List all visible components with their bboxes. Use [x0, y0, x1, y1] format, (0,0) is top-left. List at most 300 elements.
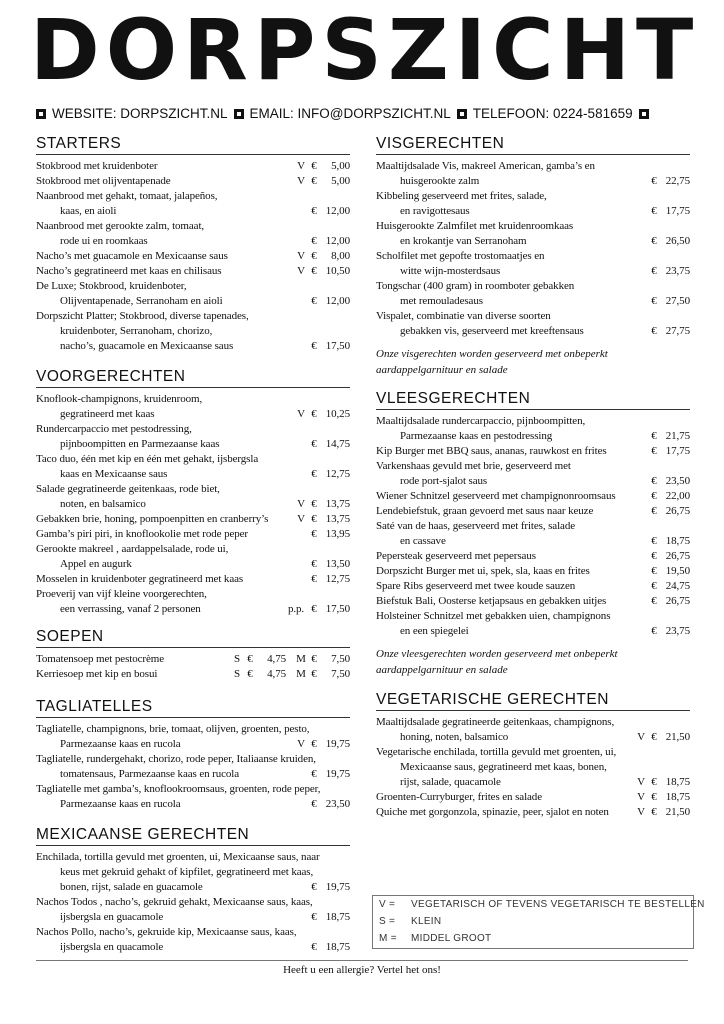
item-row — [36, 437, 350, 452]
item-row — [36, 737, 350, 752]
item-description: Parmezaanse kaas en rucola — [60, 738, 181, 750]
menu-item — [36, 249, 350, 264]
item-price: 19,75 — [325, 881, 350, 893]
item-description: Tongschar (400 gram) in roomboter gebakken — [376, 280, 575, 292]
item-price: 18,75 — [665, 791, 690, 803]
currency-sign: € — [651, 776, 657, 788]
item-description: Kibbeling geserveerd met frites, salade, — [376, 190, 547, 202]
item-row — [376, 579, 690, 594]
section-heading: STARTERS — [36, 134, 350, 155]
item-description: Nacho’s gegratineerd met kaas en chilisaus — [36, 265, 222, 277]
item-description: Parmezaanse kaas en rucola — [60, 798, 181, 810]
size-small: S — [233, 668, 241, 680]
currency-sign: € — [311, 653, 317, 665]
item-row — [36, 557, 350, 572]
vegetarian-mark: V — [297, 265, 305, 277]
menu-item — [376, 159, 690, 189]
currency-sign: € — [651, 265, 657, 277]
menu-item — [36, 392, 350, 422]
item-description: pijnboompitten en Parmezaanse kaas — [60, 438, 220, 450]
contact-bar — [36, 106, 696, 121]
currency-sign: € — [311, 295, 317, 307]
item-description: Proeverij van vijf kleine voorgerechten, — [36, 588, 207, 600]
currency-sign: € — [651, 445, 657, 457]
item-price: 18,75 — [325, 911, 350, 923]
restaurant-logo-title: DORPSZICHT — [30, 1, 700, 99]
item-row — [36, 527, 350, 542]
menu-item — [36, 667, 350, 682]
section-heading: VISGERECHTEN — [376, 134, 690, 155]
item-price: 5,00 — [331, 160, 350, 172]
item-description: noten, en balsamico — [60, 498, 146, 510]
item-description: Lendebiefstuk, graan gevoerd met saus naar keuze — [376, 505, 594, 517]
item-description: kaas, en aioli — [60, 205, 117, 217]
menu-item — [36, 279, 350, 309]
item-description: Appel en augurk — [60, 558, 132, 570]
item-description: Enchilada, tortilla gevuld met groenten, ui, Mexicaanse saus, naar — [36, 851, 320, 863]
item-row — [376, 204, 690, 219]
item-row — [36, 467, 350, 482]
item-price: 17,50 — [325, 340, 350, 352]
note-line: aardappelgarnituur en salade — [376, 664, 508, 676]
menu-item — [36, 527, 350, 542]
item-row — [376, 474, 690, 489]
item-price: 12,00 — [325, 295, 350, 307]
item-description: ijsbergsla en quacamole — [60, 941, 164, 953]
item-price: 13,50 — [325, 558, 350, 570]
item-description: een verrassing, vanaf 2 personen — [60, 603, 201, 615]
item-row — [36, 910, 350, 925]
menu-item — [36, 895, 350, 925]
currency-sign: € — [311, 235, 317, 247]
item-description: keus met gekruid gehakt of kipfilet, gegratineerd met kaas, — [60, 866, 314, 878]
item-row — [36, 797, 350, 812]
item-price: 18,75 — [325, 941, 350, 953]
section-tagliatelles — [36, 697, 350, 812]
item-description: Parmezaanse kaas en pestodressing — [400, 430, 553, 442]
menu-item — [376, 564, 690, 579]
bullet-square-icon — [36, 109, 46, 119]
price-small: 4,75 — [267, 668, 286, 680]
currency-sign: € — [311, 881, 317, 893]
currency-sign: € — [311, 265, 317, 277]
item-price: 17,75 — [665, 205, 690, 217]
currency-sign: € — [311, 250, 317, 262]
currency-sign: € — [651, 235, 657, 247]
footer-divider — [36, 960, 688, 961]
item-description: Saté van de haas, geserveerd met frites, salade — [376, 520, 576, 532]
item-description: Stokbrood met olijventapenade — [36, 175, 171, 187]
item-price: 26,75 — [665, 550, 690, 562]
menu-item — [36, 512, 350, 527]
menu-item — [36, 189, 350, 219]
currency-sign: € — [247, 653, 253, 665]
vegetarian-mark: V — [297, 175, 305, 187]
item-description: rijst, salade, quacamole — [400, 776, 501, 788]
item-price: 10,25 — [325, 408, 350, 420]
item-description: Spare Ribs geserveerd met twee koude sauzen — [376, 580, 576, 592]
item-price: 24,75 — [665, 580, 690, 592]
item-row — [36, 497, 350, 512]
currency-sign: € — [651, 565, 657, 577]
legend-key: V = — [379, 899, 396, 910]
item-price: 13,75 — [325, 513, 350, 525]
item-description: huisgerookte zalm — [400, 175, 480, 187]
currency-sign: € — [311, 468, 317, 480]
menu-item — [376, 459, 690, 489]
item-price: 18,75 — [665, 535, 690, 547]
vegetarian-mark: V — [637, 791, 645, 803]
item-description: Quiche met gorgonzola, spinazie, peer, sjalot en noten — [376, 806, 609, 818]
item-description: en cassave — [400, 535, 446, 547]
item-row — [376, 174, 690, 189]
item-price: 12,75 — [325, 468, 350, 480]
menu-item — [376, 805, 690, 820]
item-description: Gebakken brie, honing, pompoenpitten en cranberry’s — [36, 513, 269, 525]
section-heading: VOORGERECHTEN — [36, 367, 350, 388]
item-description: Gerookte makreel , aardappelsalade, rode ui, — [36, 543, 229, 555]
item-row — [376, 624, 690, 639]
item-price: 12,00 — [325, 205, 350, 217]
menu-item — [36, 572, 350, 587]
item-description: Salade gegratineerde geitenkaas, rode biet, — [36, 483, 220, 495]
menu-item — [36, 309, 350, 354]
item-row — [376, 234, 690, 249]
currency-sign: € — [311, 175, 317, 187]
item-row — [36, 602, 350, 617]
section-vleesgerechten — [376, 389, 690, 678]
currency-sign: € — [311, 528, 317, 540]
menu-item — [376, 414, 690, 444]
item-description: en een spiegelei — [400, 625, 469, 637]
bullet-square-icon — [234, 109, 244, 119]
currency-sign: € — [311, 438, 317, 450]
currency-sign: € — [311, 768, 317, 780]
item-description: honing, noten, balsamico — [400, 731, 509, 743]
item-price: 19,75 — [325, 768, 350, 780]
item-row — [36, 407, 350, 422]
currency-sign: € — [651, 550, 657, 562]
item-price: 18,75 — [665, 776, 690, 788]
price-medium: 7,50 — [331, 668, 350, 680]
item-row — [376, 564, 690, 579]
menu-item — [376, 219, 690, 249]
item-description: Naanbrood met gehakt, tomaat, jalapeños, — [36, 190, 218, 202]
item-description: tomatensaus, Parmezaanse kaas en rucola — [60, 768, 240, 780]
item-description: Vispalet, combinatie van diverse soorten — [376, 310, 551, 322]
vegetarian-mark: V — [637, 731, 645, 743]
item-description: De Luxe; Stokbrood, kruidenboter, — [36, 280, 187, 292]
currency-sign: € — [651, 490, 657, 502]
currency-sign: € — [311, 911, 317, 923]
menu-item — [36, 587, 350, 617]
item-price: 23,75 — [665, 625, 690, 637]
item-description: Dorpszicht Burger met ui, spek, sla, kaas en frites — [376, 565, 590, 577]
item-price: 23,50 — [665, 475, 690, 487]
item-description: Dorpszicht Platter; Stokbrood, diverse tapenades, — [36, 310, 249, 322]
currency-sign: € — [651, 430, 657, 442]
item-description: rode port-sjalot saus — [400, 475, 488, 487]
vegetarian-mark: V — [297, 738, 305, 750]
price-medium: 7,50 — [331, 653, 350, 665]
item-description: Maaltijdsalade gegratineerde geitenkaas, champignons, — [376, 716, 615, 728]
menu-item — [376, 444, 690, 459]
item-price: 22,75 — [665, 175, 690, 187]
menu-item — [376, 594, 690, 609]
item-price: 13,75 — [325, 498, 350, 510]
item-description: Wiener Schnitzel geserveerd met champignonroomsaus — [376, 490, 616, 502]
menu-item — [376, 609, 690, 639]
item-price: 23,50 — [325, 798, 350, 810]
item-description: gebakken vis, geserveerd met kreeftensaus — [400, 325, 584, 337]
currency-sign: € — [247, 668, 253, 680]
item-description: Holsteiner Schnitzel met gebakken uien, champignons — [376, 610, 611, 622]
item-price: 21,75 — [665, 430, 690, 442]
item-price: 8,00 — [331, 250, 350, 262]
item-description: kruidenboter, Serranoham, chorizo, — [60, 325, 213, 337]
item-price: 19,50 — [665, 565, 690, 577]
item-row — [376, 534, 690, 549]
item-description: Mosselen in kruidenboter gegratineerd met kaas — [36, 573, 244, 585]
menu-item — [36, 264, 350, 279]
item-row — [376, 504, 690, 519]
currency-sign: € — [311, 573, 317, 585]
item-row — [36, 264, 350, 279]
item-price: 21,50 — [665, 731, 690, 743]
menu-item — [36, 752, 350, 782]
item-row — [36, 940, 350, 955]
currency-sign: € — [651, 580, 657, 592]
menu-item — [376, 790, 690, 805]
bullet-square-icon — [639, 109, 649, 119]
item-price: 12,00 — [325, 235, 350, 247]
currency-sign: € — [651, 505, 657, 517]
allergy-notice: Heeft u een allergie? Vertel het ons! — [283, 964, 441, 976]
menu-item — [376, 519, 690, 549]
section-vegetarische — [376, 690, 690, 820]
section-note — [376, 346, 690, 378]
item-price: 27,50 — [665, 295, 690, 307]
section-heading: VLEESGERECHTEN — [376, 389, 690, 410]
item-description: witte wijn-mosterdsaus — [400, 265, 501, 277]
item-row — [36, 174, 350, 189]
item-description: bonen, rijst, salade en guacamole — [60, 881, 203, 893]
currency-sign: € — [651, 475, 657, 487]
item-price: 17,75 — [665, 445, 690, 457]
item-row — [376, 264, 690, 279]
item-row — [36, 234, 350, 249]
size-medium: M — [296, 668, 306, 680]
menu-item — [36, 542, 350, 572]
item-price: 17,50 — [325, 603, 350, 615]
item-description: Taco duo, één met kip en één met gehakt, ijsbergsla — [36, 453, 259, 465]
item-row — [36, 204, 350, 219]
item-row — [376, 324, 690, 339]
item-description: Maaltijdsalade Vis, makreel American, gamba’s en — [376, 160, 595, 172]
item-description: Groenten-Curryburger, frites en salade — [376, 791, 542, 803]
item-price: 26,75 — [665, 505, 690, 517]
currency-sign: € — [651, 325, 657, 337]
vegetarian-mark: V — [637, 806, 645, 818]
item-row — [376, 444, 690, 459]
item-description: Mexicaanse saus, gegratineerd met kaas, bonen, — [400, 761, 607, 773]
menu-item — [36, 174, 350, 189]
item-description: en krokantje van Serranoham — [400, 235, 527, 247]
legend-text: MIDDEL GROOT — [411, 933, 492, 944]
menu-item — [376, 504, 690, 519]
vegetarian-mark: V — [297, 250, 305, 262]
email-link[interactable]: EMAIL: INFO@DORPSZICHT.NL — [249, 106, 451, 121]
item-row — [376, 594, 690, 609]
currency-sign: € — [311, 558, 317, 570]
item-description: Rundercarpaccio met pestodressing, — [36, 423, 192, 435]
legend-key: M = — [379, 933, 397, 944]
menu-item — [36, 850, 350, 895]
item-row — [36, 159, 350, 174]
item-description: Biefstuk Bali, Oosterse ketjapsaus en gebakken uitjes — [376, 595, 607, 607]
item-row — [36, 667, 350, 682]
currency-sign: € — [651, 205, 657, 217]
menu-item — [36, 482, 350, 512]
menu-item — [36, 422, 350, 452]
legend-box — [372, 895, 705, 949]
menu-item — [376, 279, 690, 309]
currency-sign: € — [311, 603, 317, 615]
currency-sign: € — [311, 513, 317, 525]
item-row — [36, 880, 350, 895]
section-heading: TAGLIATELLES — [36, 697, 350, 718]
menu-item — [376, 579, 690, 594]
currency-sign: € — [651, 595, 657, 607]
item-price: 13,95 — [325, 528, 350, 540]
item-description: Tagliatelle, champignons, brie, tomaat, olijven, groenten, pesto, — [36, 723, 310, 735]
item-row — [376, 549, 690, 564]
item-description: Scholfilet met gepofte trostomaatjes en — [376, 250, 545, 262]
currency-sign: € — [311, 738, 317, 750]
bullet-square-icon — [457, 109, 467, 119]
item-price: 22,00 — [665, 490, 690, 502]
item-description: Olijventapenade, Serranoham en aioli — [60, 295, 223, 307]
item-row — [36, 512, 350, 527]
section-heading: VEGETARISCHE GERECHTEN — [376, 690, 690, 711]
currency-sign: € — [311, 498, 317, 510]
item-price: 14,75 — [325, 438, 350, 450]
item-price: 23,75 — [665, 265, 690, 277]
size-medium: M — [296, 653, 306, 665]
item-price: 26,75 — [665, 595, 690, 607]
menu-item — [36, 652, 350, 667]
item-price: 27,75 — [665, 325, 690, 337]
item-price: 5,00 — [331, 175, 350, 187]
section-mexicaanse — [36, 825, 350, 955]
legend-text: KLEIN — [411, 916, 442, 927]
currency-sign: € — [311, 798, 317, 810]
item-description: Tomatensoep met pestocrème — [36, 653, 164, 665]
note-line: aardappelgarnituur en salade — [376, 364, 508, 376]
item-price: 21,50 — [665, 806, 690, 818]
menu-item — [36, 722, 350, 752]
item-row — [376, 429, 690, 444]
currency-sign: € — [651, 535, 657, 547]
vegetarian-mark: V — [297, 498, 305, 510]
menu-item — [36, 925, 350, 955]
currency-sign: € — [651, 731, 657, 743]
item-description: Gamba’s piri piri, in knoflookolie met rode peper — [36, 528, 248, 540]
phone-link[interactable]: TELEFOON: 0224-581659 — [472, 106, 633, 121]
item-row — [376, 790, 690, 805]
legend-text: VEGETARISCH OF TEVENS VEGETARISCH TE BESTELLEN — [411, 899, 705, 910]
item-description: en ravigottesaus — [400, 205, 470, 217]
item-mark: p.p. — [287, 603, 305, 615]
item-description: nacho’s, guacamole en Mexicaanse saus — [60, 340, 234, 352]
item-row — [36, 294, 350, 309]
menu-item — [376, 249, 690, 279]
item-description: kaas en Mexicaanse saus — [60, 468, 168, 480]
price-small: 4,75 — [267, 653, 286, 665]
currency-sign: € — [651, 175, 657, 187]
item-description: Huisgerookte Zalmfilet met kruidenroomkaas — [376, 220, 574, 232]
currency-sign: € — [311, 160, 317, 172]
item-description: Knoflook-champignons, kruidenroom, — [36, 393, 203, 405]
item-price: 10,50 — [325, 265, 350, 277]
currency-sign: € — [311, 205, 317, 217]
item-description: Kerriesoep met kip en bosui — [36, 668, 158, 680]
item-description: gegratineerd met kaas — [60, 408, 155, 420]
currency-sign: € — [311, 408, 317, 420]
menu-item — [376, 745, 690, 790]
item-description: Nachos Pollo, nacho’s, gekruide kip, Mexicaanse saus, kaas, — [36, 926, 297, 938]
website-link[interactable]: WEBSITE: DORPSZICHT.NL — [52, 106, 228, 121]
vegetarian-mark: V — [637, 776, 645, 788]
currency-sign: € — [651, 625, 657, 637]
section-voorgerechten — [36, 367, 350, 617]
item-row — [36, 767, 350, 782]
item-row — [36, 249, 350, 264]
legend-key: S = — [379, 916, 396, 927]
menu-item — [36, 219, 350, 249]
menu-item — [36, 452, 350, 482]
item-price: 19,75 — [325, 738, 350, 750]
item-description: Kip Burger met BBQ saus, ananas, rauwkost en frites — [376, 445, 607, 457]
section-starters — [36, 134, 350, 354]
currency-sign: € — [311, 668, 317, 680]
item-row — [376, 294, 690, 309]
section-visgerechten — [376, 134, 690, 378]
note-line: Onze vleesgerechten worden geserveerd met onbeperkt — [376, 648, 618, 660]
menu-item — [376, 715, 690, 745]
item-description: met remouladesaus — [400, 295, 483, 307]
menu-item — [376, 189, 690, 219]
item-description: Nachos Todos , nacho’s, gekruid gehakt, Mexicaanse saus, kaas, — [36, 896, 313, 908]
item-row — [376, 805, 690, 820]
currency-sign: € — [651, 295, 657, 307]
item-price: 12,75 — [325, 573, 350, 585]
size-small: S — [233, 653, 241, 665]
menu-item — [376, 489, 690, 504]
item-row — [36, 652, 350, 667]
section-heading: SOEPEN — [36, 627, 350, 648]
item-description: Naanbrood met gerookte zalm, tomaat, — [36, 220, 205, 232]
item-description: Tagliatelle, rundergehakt, chorizo, rode peper, Italiaanse kruiden, — [36, 753, 316, 765]
item-description: Stokbrood met kruidenboter — [36, 160, 158, 172]
item-description: Tagliatelle met gamba’s, knoflookroomsaus, groenten, rode peper, — [36, 783, 321, 795]
item-row — [376, 730, 690, 745]
section-note — [376, 646, 690, 678]
menu-item — [36, 159, 350, 174]
vegetarian-mark: V — [297, 408, 305, 420]
item-description: Varkenshaas gevuld met brie, geserveerd met — [376, 460, 571, 472]
vegetarian-mark: V — [297, 160, 305, 172]
